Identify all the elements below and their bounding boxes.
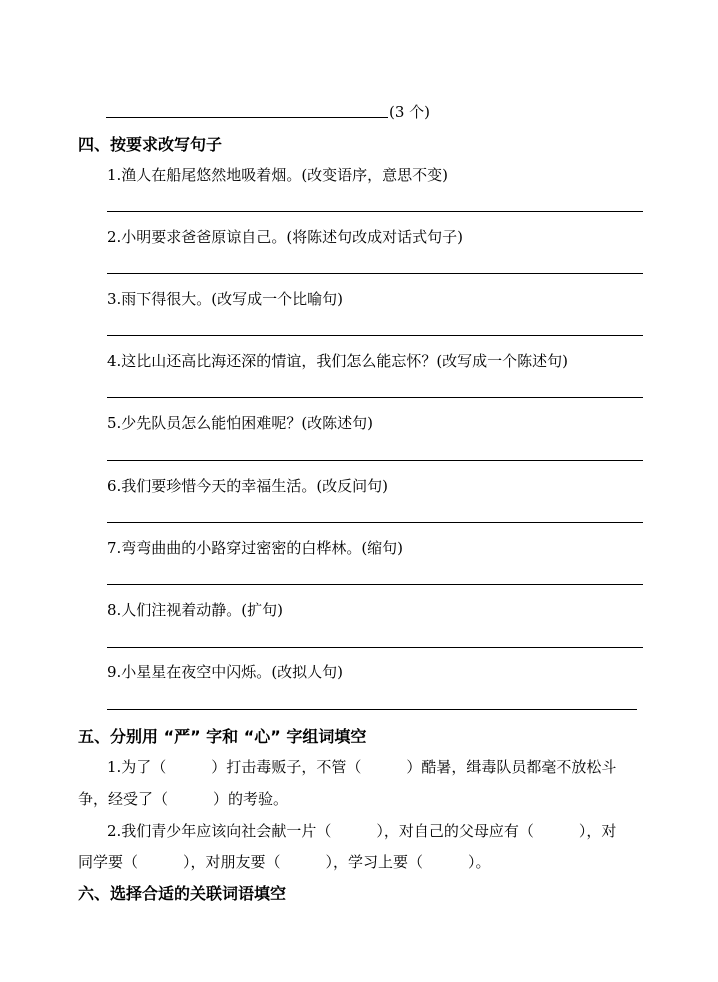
answer-line-top xyxy=(106,117,388,118)
answer-line-4-5 xyxy=(107,460,643,461)
question-4-1: 1.渔人在船尾悠然地吸着烟。(改变语序，意思不变) xyxy=(107,166,449,184)
section-6-heading: 六、选择合适的关联词语填空 xyxy=(78,884,287,903)
answer-line-4-1 xyxy=(107,211,643,212)
answer-line-4-7 xyxy=(107,584,643,585)
answer-line-4-4 xyxy=(107,397,643,398)
answer-line-4-6 xyxy=(107,522,643,523)
section-5-paragraph-2-line-1: 2.我们青少年应该向社会献一片（ ），对自己的父母应有（ ），对 xyxy=(107,822,617,840)
question-4-4: 4.这比山还高比海还深的情谊，我们怎么能忘怀？(改写成一个陈述句) xyxy=(107,352,569,370)
question-4-7: 7.弯弯曲曲的小路穿过密密的白桦林。(缩句) xyxy=(107,539,404,557)
section-5-heading: 五、分别用 “严” 字和 “心” 字组词填空 xyxy=(78,727,367,746)
question-4-9: 9.小星星在夜空中闪烁。(改拟人句) xyxy=(107,663,344,681)
count-note: (3 个) xyxy=(389,103,431,121)
question-4-6: 6.我们要珍惜今天的幸福生活。(改反问句) xyxy=(107,477,389,495)
question-4-3: 3.雨下得很大。(改写成一个比喻句) xyxy=(107,290,344,308)
section-5-paragraph-1-line-1: 1.为了（ ）打击毒贩子，不管（ ）酷暑，缉毒队员都毫不放松斗 xyxy=(107,758,617,776)
section-5-paragraph-1-line-2: 争，经受了（ ）的考验。 xyxy=(78,790,289,808)
section-4-heading: 四、按要求改写句子 xyxy=(78,135,223,154)
answer-line-4-8 xyxy=(107,647,643,648)
answer-line-4-3 xyxy=(107,335,643,336)
answer-line-4-2 xyxy=(107,273,643,274)
question-4-5: 5.少先队员怎么能怕困难呢？(改陈述句) xyxy=(107,414,374,432)
section-5-paragraph-2-line-2: 同学要（ ），对朋友要（ ），学习上要（ ）。 xyxy=(78,853,491,871)
question-4-2: 2.小明要求爸爸原谅自己。(将陈述句改成对话式句子) xyxy=(107,228,464,246)
question-4-8: 8.人们注视着动静。(扩句) xyxy=(107,601,284,619)
answer-line-4-9 xyxy=(107,709,637,710)
